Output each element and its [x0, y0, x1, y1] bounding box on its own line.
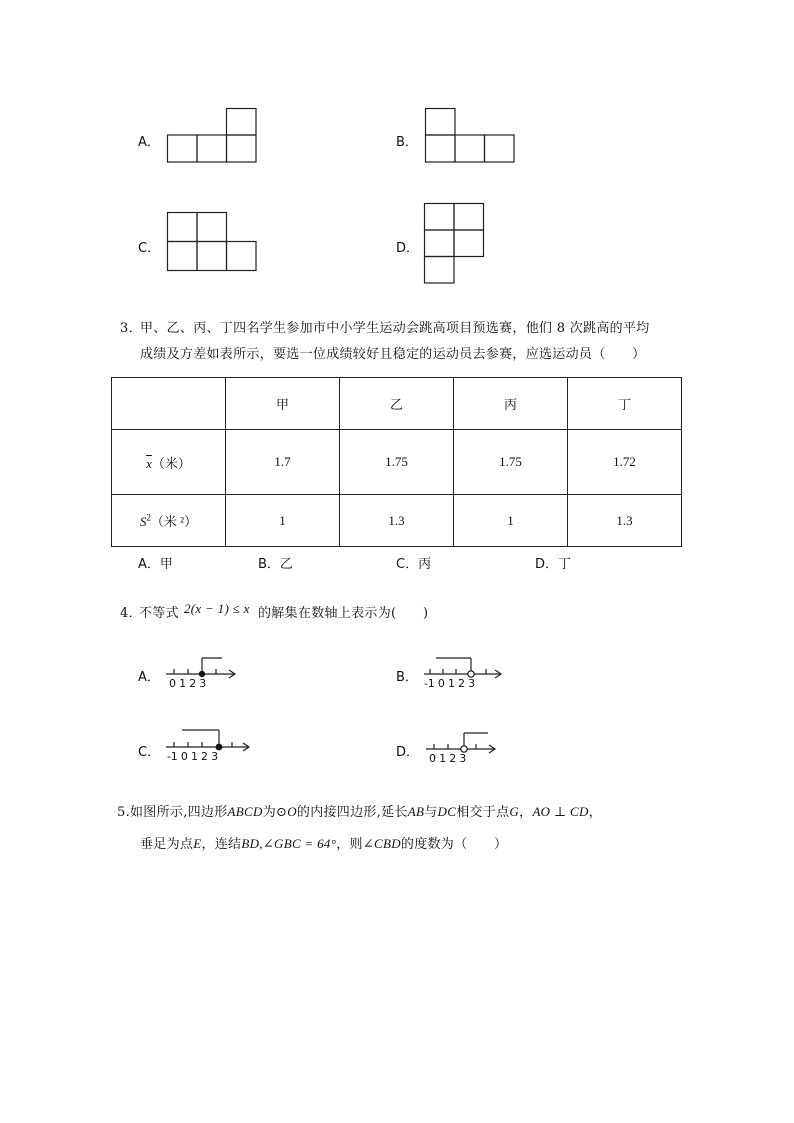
q5-math: AO ⊥ CD: [532, 804, 589, 819]
table-cell: 1.75: [454, 430, 568, 495]
variance-unit: （米 ²）: [150, 514, 198, 529]
q5-text: ，则: [336, 837, 363, 852]
mean-symbol: $\overline{x}$: [146, 455, 152, 471]
q5-math: ∠CBD: [362, 836, 401, 851]
q4-option-d-number-line: [426, 732, 500, 752]
table-header-yi: 乙: [340, 378, 454, 430]
table-cell: 1: [454, 495, 568, 547]
table-cell: 1.72: [568, 430, 682, 495]
q5-math: DC: [437, 804, 457, 819]
q4-option-c-number-line: [166, 729, 252, 751]
table-cell: 1.3: [340, 495, 454, 547]
table-header-jia: 甲: [226, 378, 340, 430]
table-header-ding: 丁: [568, 378, 682, 430]
q4-text-pre: 不等式: [139, 606, 179, 621]
q5-text: 5.如图所示,四边形: [117, 805, 228, 820]
q4-option-b-label: B．: [396, 670, 418, 685]
q5-math: AB: [407, 804, 425, 819]
q3-option-d: D．丁: [535, 557, 572, 572]
q4-option-d-label: D．: [396, 745, 420, 760]
q2-option-c-net: [167, 212, 259, 272]
table-header-blank: [112, 378, 226, 430]
q3-text-line1: 甲、乙、丙、丁四名学生参加市中小学生运动会跳高项目预选赛，他们 8 次跳高的平均: [140, 321, 650, 336]
q5-math: E: [193, 836, 202, 851]
mean-unit: （米）: [151, 455, 191, 471]
q4-option-a-number-line: [166, 657, 240, 677]
q5-math: BD,∠GBC = 64°: [241, 836, 337, 851]
q2-option-b-net: [425, 108, 517, 164]
q3-option-a: A．甲: [138, 557, 173, 572]
q3-option-b: B．乙: [258, 557, 293, 572]
table-cell: 1.3: [568, 495, 682, 547]
q3-text-line2: 成绩及方差如表所示，要选一位成绩较好且稳定的运动员去参赛，应选运动员（ ）: [140, 347, 646, 362]
table-mean-label: [112, 430, 226, 495]
variance-symbol: S: [139, 514, 147, 529]
q4-number: 4．: [120, 606, 142, 621]
q5-text: 为: [262, 805, 277, 820]
q5-math: G: [509, 804, 520, 819]
q4-text-post: 的解集在数轴上表示为( ): [258, 606, 429, 621]
q5-text: ，: [519, 805, 533, 820]
q2-option-a-net: [167, 108, 259, 164]
q2-option-a-label: A．: [138, 135, 160, 150]
q4-option-b-number-line: [424, 657, 504, 677]
table-cell: 1: [226, 495, 340, 547]
table-cell: 1.7: [226, 430, 340, 495]
table-variance-label: [112, 495, 226, 547]
q5-text: 与: [424, 805, 438, 820]
q5-text: ，连结: [201, 837, 242, 852]
q5-line1: [117, 801, 602, 820]
q5-text: 垂足为点: [140, 837, 194, 852]
table-header-bing: 丙: [454, 378, 568, 430]
q5-text: 的度数为（ ）: [400, 837, 508, 852]
q5-text: ，: [588, 805, 602, 820]
q4-option-c-label: C．: [138, 745, 161, 760]
variance-exponent: 2: [146, 512, 151, 523]
q5-math: ⊙O: [276, 804, 297, 819]
q4-option-c-tick-labels: -1 0 1 2 3: [167, 750, 218, 763]
q4-option-d-tick-labels: 0 1 2 3: [429, 752, 467, 765]
q2-option-b-label: B．: [396, 135, 418, 150]
q4-option-a-label: A．: [138, 670, 160, 685]
q5-math: ABCD: [227, 804, 263, 819]
q2-option-d-net: [424, 203, 486, 285]
q5-text: 的内接四边形,延长: [296, 805, 408, 820]
q4-option-b-tick-labels: -1 0 1 2 3: [424, 677, 475, 690]
q2-option-d-label: D．: [396, 241, 420, 256]
q2-option-c-label: C．: [138, 241, 161, 256]
q3-number: 3．: [120, 321, 142, 336]
table-header-row: [112, 378, 682, 430]
table-cell: 1.75: [340, 430, 454, 495]
q3-table: [111, 377, 682, 547]
table-row-mean: [112, 430, 682, 495]
q4-option-a-tick-labels: 0 1 2 3: [169, 677, 207, 690]
q4-formula: 2(x − 1) ≤ x: [184, 601, 250, 616]
table-row-variance: [112, 495, 682, 547]
q3-option-c: C．丙: [396, 557, 432, 572]
q5-line2: [140, 833, 507, 852]
q5-text: 相交于点: [456, 805, 510, 820]
